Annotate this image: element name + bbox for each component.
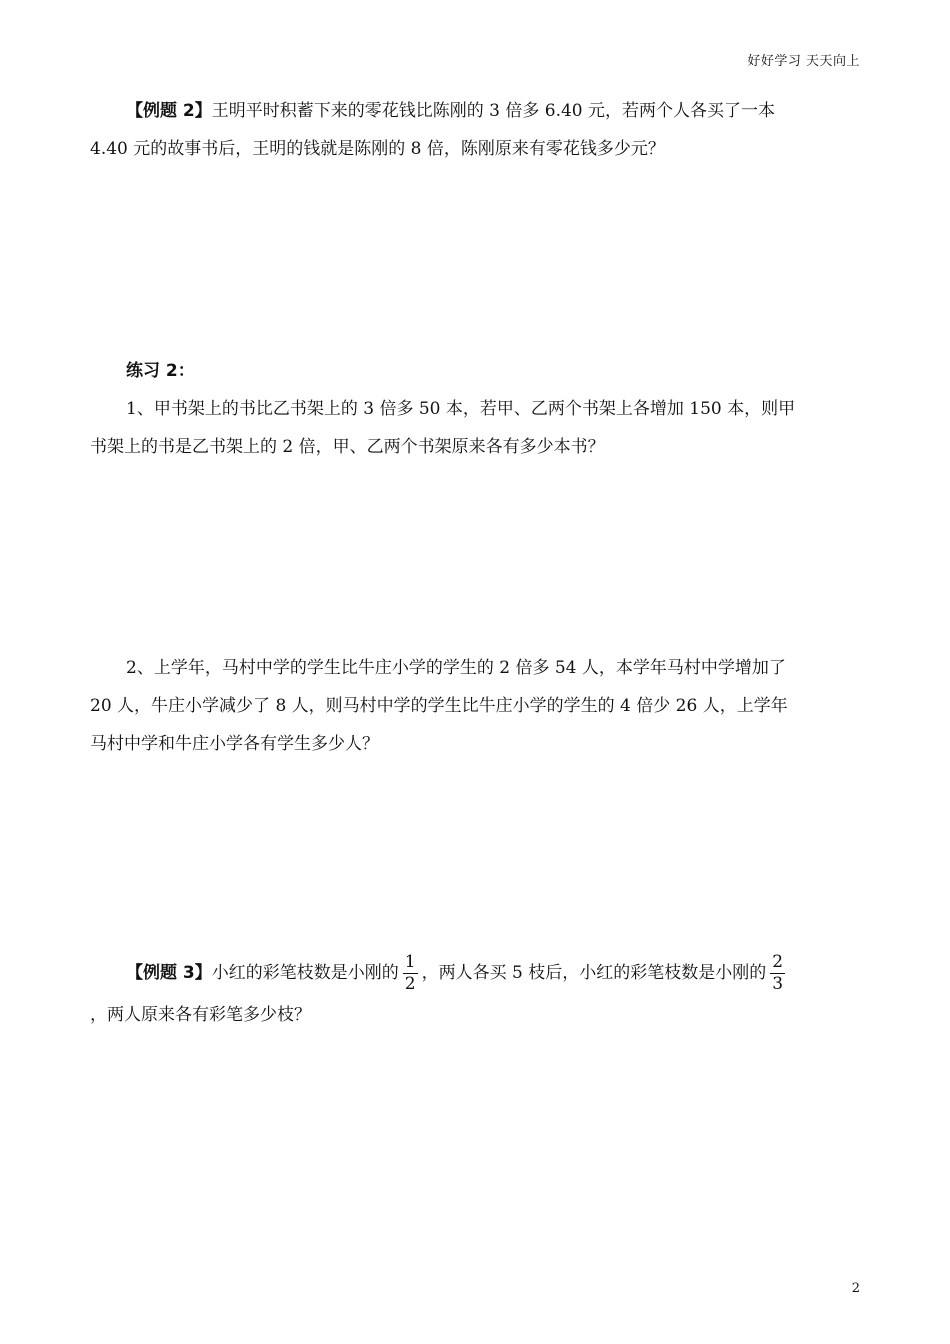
example-2 — [90, 92, 860, 168]
fraction-2-denominator: 3 — [772, 974, 784, 994]
example-2-text-1: 王明平时积蓄下来的零花钱比陈刚的 3 倍多 6.40 元，若两个人各买了一本 — [211, 101, 776, 121]
fraction-two-thirds — [770, 954, 785, 993]
practice-2-q2-line-1: 2、上学年，马村中学的学生比牛庄小学的学生的 2 倍多 54 人，本学年马村中学增加了 — [126, 658, 786, 678]
example-3 — [90, 950, 860, 1034]
practice-2-question-2 — [90, 649, 860, 763]
example-3-tag: 【例题 3】 — [126, 963, 212, 983]
fraction-1-denominator: 2 — [404, 974, 416, 994]
example-3-text-b: ，两人各买 5 枝后，小红的彩笔枝数是小刚的 — [421, 963, 767, 983]
example-3-line-1 — [90, 950, 860, 996]
example-2-line-1 — [90, 92, 860, 130]
practice-2-q2-line-3: 马村中学和牛庄小学各有学生多少人？ — [90, 734, 379, 754]
fraction-1-numerator: 1 — [404, 952, 416, 972]
practice-2-title: 练习 2： — [126, 361, 195, 381]
practice-2-q2-line-2: 20 人，牛庄小学减少了 8 人，则马村中学的学生比牛庄小学的学生的 4 倍少 26 人，上学年 — [90, 696, 788, 716]
example-3-line-2: ，两人原来各有彩笔多少枝？ — [90, 1005, 311, 1025]
example-2-line-2: 4.40 元的故事书后，王明的钱就是陈刚的 8 倍，陈刚原来有零花钱多少元？ — [90, 139, 665, 159]
page-header: 好好学习 天天向上 — [747, 54, 860, 69]
example-2-tag: 【例题 2】 — [126, 101, 212, 121]
practice-2-q1-line-1: 1、甲书架上的书比乙书架上的 3 倍多 50 本，若甲、乙两个书架上各增加 150 本，则甲 — [126, 399, 796, 419]
example-3-text-a: 小红的彩笔枝数是小刚的 — [211, 963, 399, 983]
fraction-2-numerator: 2 — [772, 952, 784, 972]
page-number: 2 — [851, 1281, 860, 1296]
fraction-one-half — [403, 954, 418, 993]
practice-2-q1-line-2: 书架上的书是乙书架上的 2 倍，甲、乙两个书架原来各有多少本书？ — [90, 437, 605, 457]
practice-2 — [90, 352, 860, 466]
